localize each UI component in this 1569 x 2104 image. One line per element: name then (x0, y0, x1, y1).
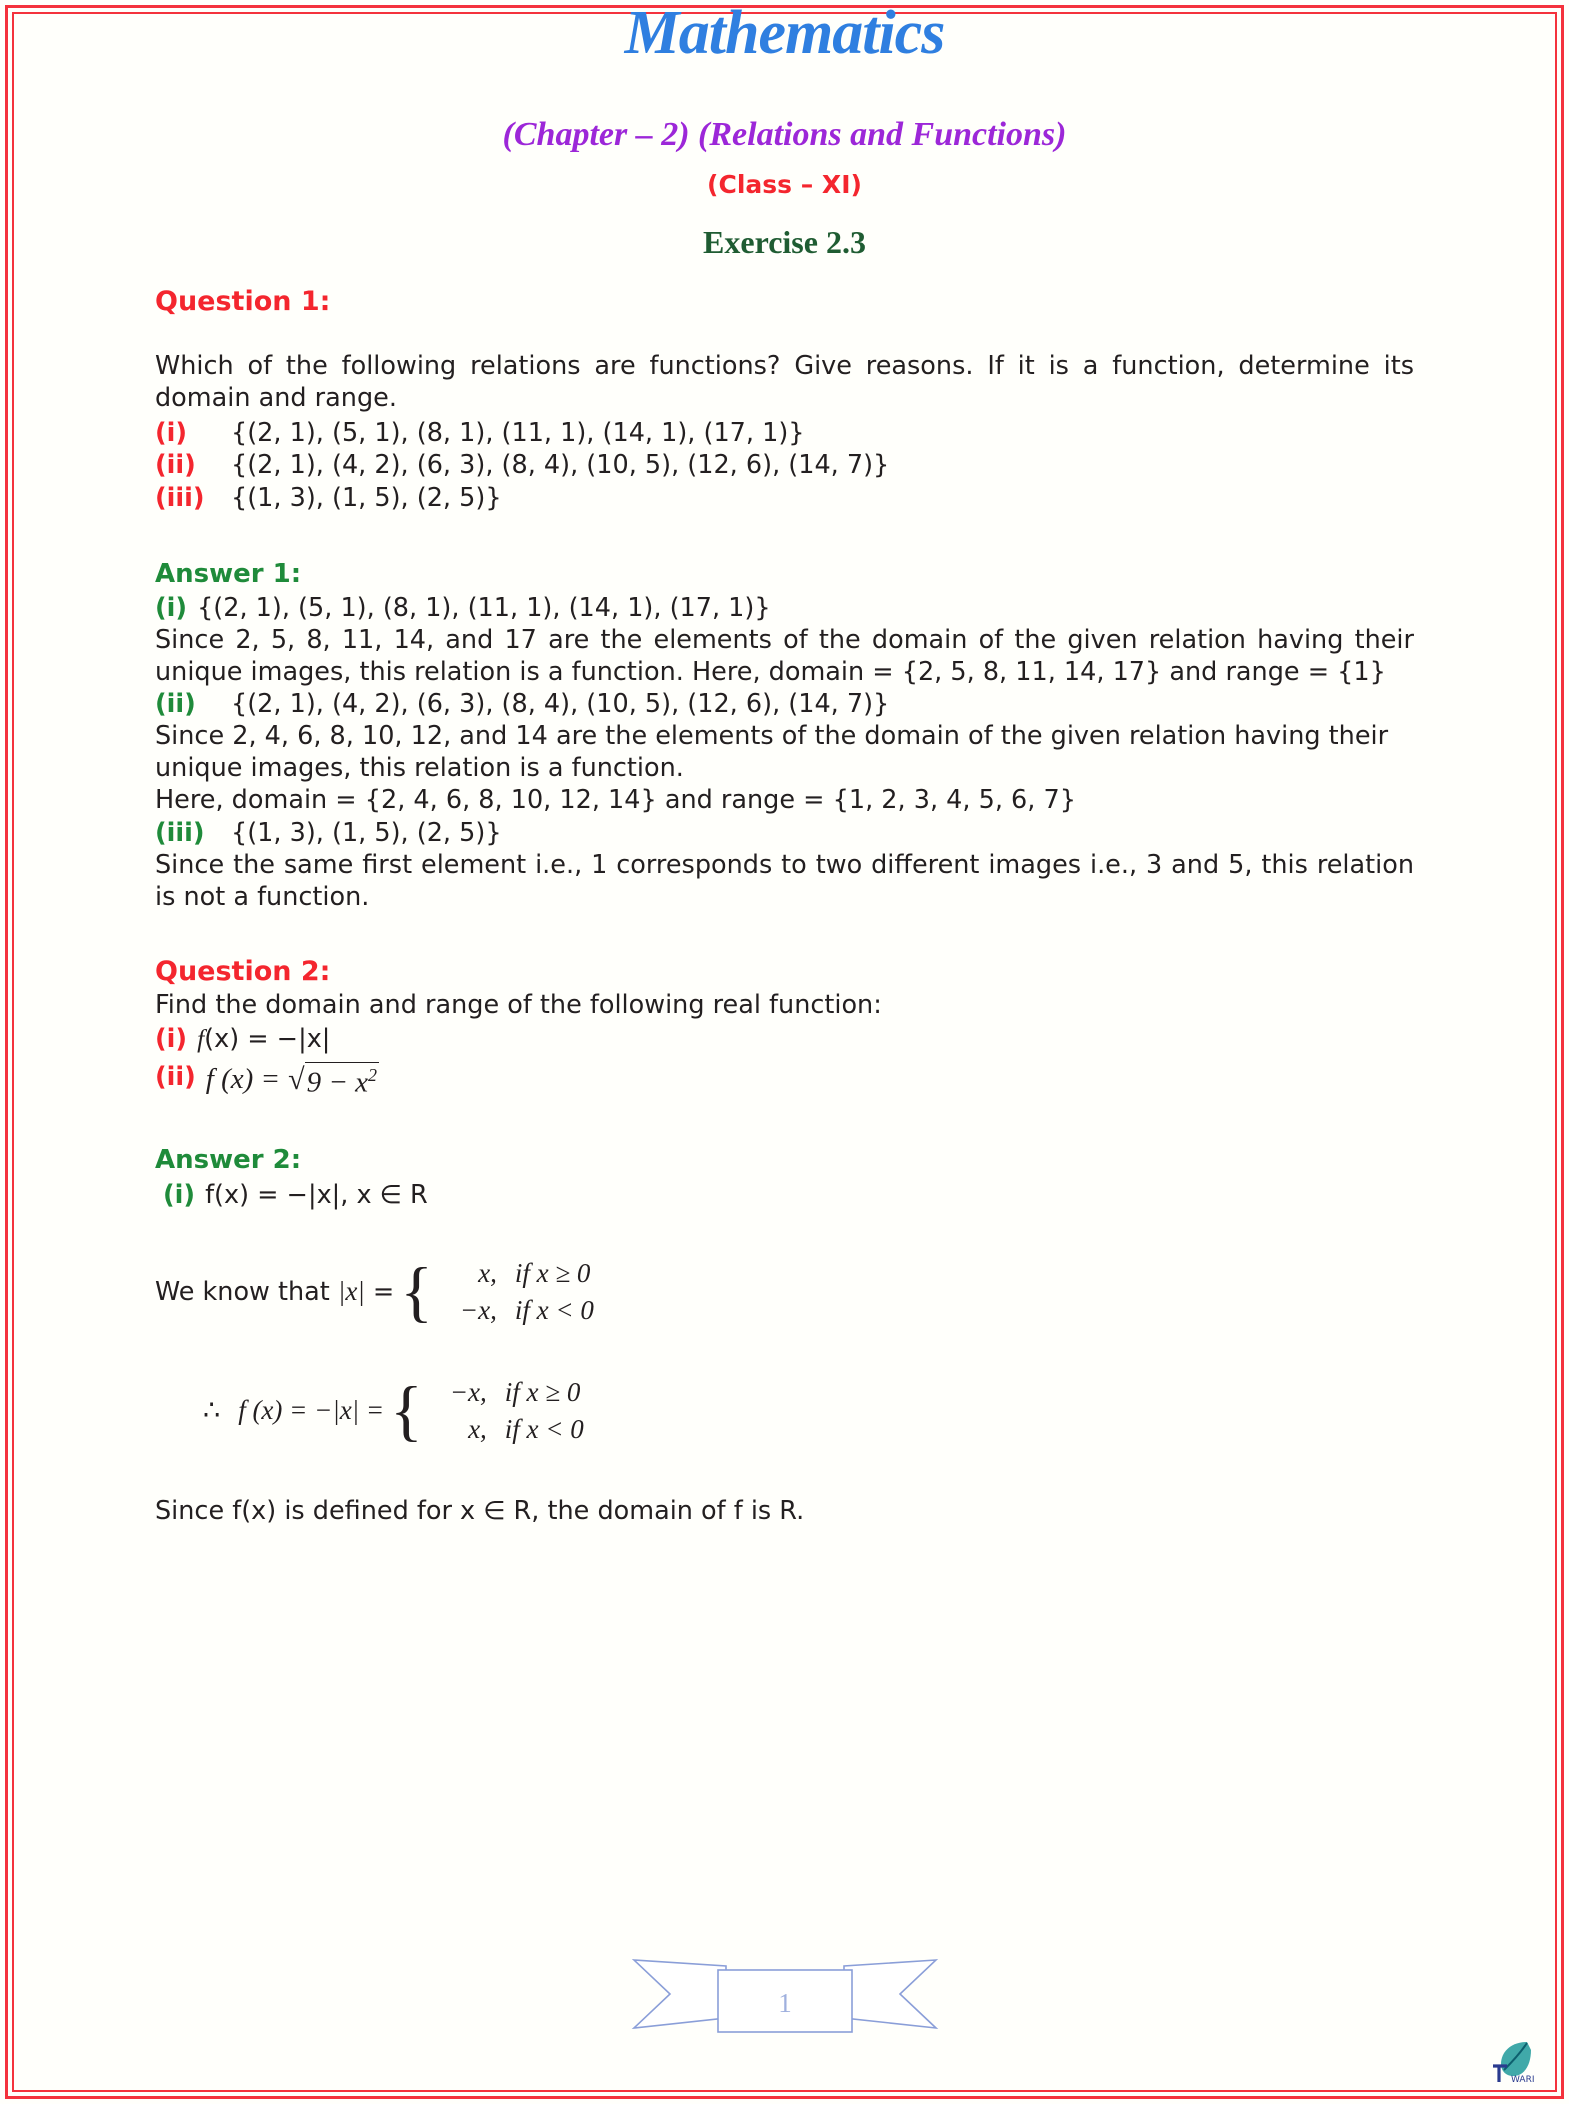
sqrt-lhs: f (x) = (205, 1063, 281, 1096)
function-symbol-f: f (197, 1024, 205, 1053)
answer-1-part-i-set (155, 592, 1414, 624)
chapter-title: (Chapter – 2) (Relations and Functions) (502, 116, 1067, 153)
therefore-icon: ∴ (203, 1395, 221, 1426)
question-2-item-ii (155, 1061, 1414, 1101)
question-1-item-ii (155, 449, 1414, 481)
q2-item-formula-ii (206, 1061, 379, 1101)
answer-set-ii: {(2, 1), (4, 2), (6, 3), (8, 4), (10, 5), (12, 6), (14, 7)} (231, 689, 890, 719)
answer-set-iii: {(1, 3), (1, 5), (2, 5)} (231, 817, 502, 848)
question-1-prompt: Which of the following relations are functions? Give reasons. If it is a function, determine its domain and range. (155, 351, 1414, 414)
answer-1-part-ii-explanation: Since 2, 4, 6, 8, 10, 12, and 14 are the elements of the domain of the given relation having their unique images, this relation is a function. (155, 721, 1389, 784)
page-title: Mathematics (624, 0, 945, 67)
answer-2-line-i (155, 1179, 1414, 1211)
answer-label-ii: (ii) (155, 689, 196, 719)
case-condition: if x ≥ 0 (504, 1377, 581, 1408)
answer-label-iii: (iii) (155, 817, 205, 848)
answer-set-i: {(2, 1), (5, 1), (8, 1), (11, 1), (14, 1), (17, 1)} (197, 592, 771, 623)
question-1-item-i (155, 417, 1414, 449)
sqrt-radicand (305, 1062, 379, 1101)
abs-def-lead: We know that |x| = (155, 1276, 395, 1308)
item-text-ii: {(2, 1), (4, 2), (6, 3), (8, 4), (10, 5), (12, 6), (14, 7)} (231, 450, 890, 481)
question-1-item-iii (155, 482, 1414, 514)
function-arg: (x) (204, 1024, 240, 1054)
left-brace-icon: { (390, 1372, 423, 1449)
answer-label-i: (i) (155, 592, 188, 623)
absolute-value-definition (155, 1255, 1414, 1328)
answer-2-closing: Since f(x) is defined for x ∈ R, the domain of f is R. (155, 1496, 805, 1527)
question-2-item-i (155, 1023, 1414, 1055)
abs-def-cases (435, 1255, 594, 1328)
answer-1-part-ii-set (155, 688, 1414, 720)
tiwari-academy-logo-icon (1481, 2030, 1543, 2092)
answer-1-heading: Answer 1: (155, 558, 302, 589)
radicand-exponent: 2 (368, 1065, 378, 1086)
class-title: (Class – XI) (707, 170, 862, 199)
answer-2-heading: Answer 2: (155, 1145, 302, 1176)
question-1-heading: Question 1: (155, 286, 331, 317)
fx-def-lead: f (x) = −|x| = (238, 1395, 385, 1426)
case-row (425, 1411, 584, 1447)
item-label-i: (i) (155, 418, 188, 449)
question-2-heading: Question 2: (155, 955, 331, 987)
function-equation: = −|x| (239, 1024, 331, 1054)
left-brace-icon: { (400, 1253, 433, 1330)
q2-item-formula-i (197, 1023, 330, 1055)
exercise-title: Exercise 2.3 (703, 224, 866, 260)
item-label-ii: (ii) (155, 450, 196, 481)
case-condition: if x < 0 (504, 1413, 584, 1444)
case-value: −x, (459, 1294, 497, 1325)
page-number-ribbon (630, 1942, 940, 2038)
case-row (435, 1255, 594, 1291)
answer-1-part-iii-explanation: Since the same first element i.e., 1 corresponds to two different images i.e., 3 and 5, this relation is not a function. (155, 849, 1414, 912)
answer-1-part-iii-set (155, 817, 1414, 849)
answer-1-part-ii-domain-range: Here, domain = {2, 4, 6, 8, 10, 12, 14} and range = {1, 2, 3, 4, 5, 6, 7} (155, 785, 1076, 816)
radical-icon: √ (288, 1063, 305, 1097)
answer-1-part-i-explanation: Since 2, 5, 8, 11, 14, and 17 are the elements of the domain of the given relation having their unique images, this relation is a function. Here, domain = {2, 5, 8, 11, 14, 17} and range = {1} (155, 624, 1414, 687)
question-2-prompt: Find the domain and range of the following real function: (155, 989, 882, 1020)
answer-2-label-i: (i) (163, 1180, 196, 1211)
case-value: x, (478, 1258, 497, 1289)
case-row (435, 1292, 594, 1328)
q2-item-label-i: (i) (155, 1024, 188, 1054)
case-value: x, (468, 1413, 487, 1444)
case-condition: if x < 0 (514, 1294, 594, 1325)
q2-item-label-ii: (ii) (155, 1062, 196, 1093)
svg-text:WARI: WARI (1511, 2075, 1535, 2085)
item-text-i: {(2, 1), (5, 1), (8, 1), (11, 1), (14, 1), (17, 1)} (231, 418, 805, 449)
item-text-iii: {(1, 3), (1, 5), (2, 5)} (231, 482, 502, 513)
page-number: 1 (777, 1988, 792, 2018)
case-row (425, 1374, 584, 1410)
function-definition (155, 1374, 1414, 1447)
radicand-text: 9 − x (306, 1066, 369, 1099)
fx-def-cases (425, 1374, 584, 1447)
case-condition: if x ≥ 0 (514, 1258, 591, 1289)
answer-2-text-i: f(x) = −|x|, x ∈ R (205, 1180, 428, 1211)
case-value: −x, (449, 1377, 487, 1408)
item-label-iii: (iii) (155, 482, 205, 513)
